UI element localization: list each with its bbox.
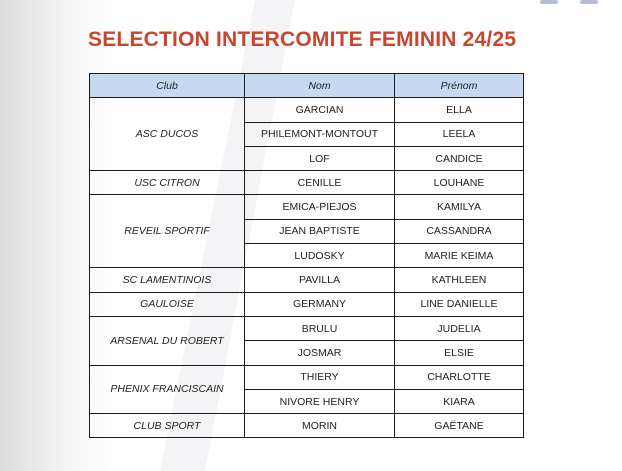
nom-cell: NIVORE HENRY [245,389,395,413]
club-cell: USC CITRON [90,171,245,195]
nom-cell: BRULU [245,316,395,340]
page-title: SELECTION INTERCOMITE FEMININ 24/25 [88,28,517,51]
nom-cell: EMICA-PIEJOS [245,195,395,219]
nom-cell: MORIN [245,414,395,438]
table-row [90,414,524,438]
nom-cell: JEAN BAPTISTE [245,219,395,243]
nom-cell: LOF [245,146,395,170]
prenom-cell: CANDICE [395,146,524,170]
table-row [90,171,524,195]
prenom-cell: KIARA [395,389,524,413]
club-cell: SC LAMENTINOIS [90,268,245,292]
logo-fragment-icon [580,0,598,4]
club-cell: ASC DUCOS [90,98,245,171]
prenom-cell: ELLA [395,98,524,122]
prenom-cell: LEELA [395,122,524,146]
table-body [90,98,524,438]
column-header-nom: Nom [245,74,395,98]
column-header-prenom: Prénom [395,74,524,98]
table-header-row [90,74,524,98]
prenom-cell: GAËTANE [395,414,524,438]
nom-cell: PAVILLA [245,268,395,292]
table-row [90,292,524,316]
prenom-cell: MARIE KEIMA [395,244,524,268]
nom-cell: CENILLE [245,171,395,195]
club-cell: CLUB SPORT [90,414,245,438]
club-cell: REVEIL SPORTIF [90,195,245,268]
table-row [90,98,524,122]
club-cell: PHENIX FRANCISCAIN [90,365,245,414]
nom-cell: THIERY [245,365,395,389]
prenom-cell: JUDELIA [395,316,524,340]
nom-cell: PHILEMONT-MONTOUT [245,122,395,146]
corner-logos [540,0,598,6]
nom-cell: LUDOSKY [245,244,395,268]
prenom-cell: LOUHANE [395,171,524,195]
prenom-cell: KAMILYA [395,195,524,219]
table-row [90,268,524,292]
prenom-cell: CHARLOTTE [395,365,524,389]
selection-table [89,73,524,438]
column-header-club: Club [90,74,245,98]
club-cell: ARSENAL DU ROBERT [90,316,245,365]
prenom-cell: LINE DANIELLE [395,292,524,316]
prenom-cell: CASSANDRA [395,219,524,243]
table-row [90,365,524,389]
logo-fragment-icon [540,0,558,4]
nom-cell: GARCIAN [245,98,395,122]
prenom-cell: KATHLEEN [395,268,524,292]
prenom-cell: ELSIE [395,341,524,365]
club-cell: GAULOISE [90,292,245,316]
table-row [90,195,524,219]
nom-cell: GERMANY [245,292,395,316]
nom-cell: JOSMAR [245,341,395,365]
table-row [90,316,524,340]
